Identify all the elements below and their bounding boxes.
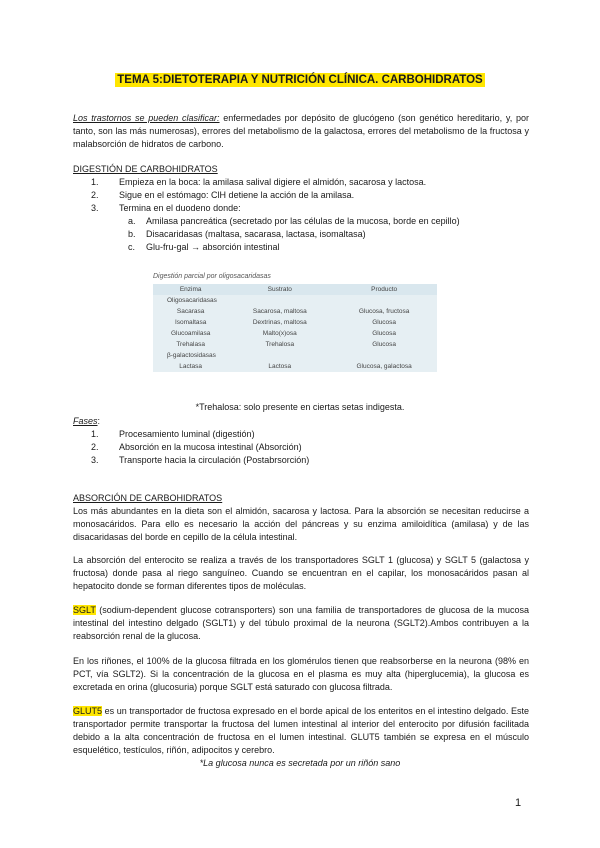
- kidney-paragraph: En los riñones, el 100% de la glucosa filtrada en los glomérulos tienen que reabsorberse en la neurona (98% en PCT, vía SGLT2). Si la concentración de la glucosa en el plasma es muy alta (hiperglucemia), la glucosa es excretada en orina (glucosuria) porque SGLT está saturado con glucosa filtrada.: [73, 656, 529, 692]
- table-row: Sacarasa Sacarosa, maltosa Glucosa, fructosa: [153, 306, 437, 317]
- list-item: 3. Termina en el duodeno donde:: [91, 203, 241, 213]
- glut5-paragraph: [73, 705, 529, 757]
- intro-label: Los trastornos se pueden clasificar:: [73, 113, 220, 123]
- glut5-text: es un transportador de fructosa expresado en el borde apical de los enteritos en el intestino delgado. Este transportador permite transportar la fructosa del lumen intestinal al interior del enterocito por difusión facilitada debido a la alta concentración de fructosa en el lumen intestinal. GLUT5 también se expresa en el músculo esquelético, testículos, riñón, adipocitos y cerebro.: [73, 706, 529, 755]
- fases-section: Fases: 1. Procesamiento luminal (digestión) 2. Absorción en la mucosa intestinal (Absorción) 3. Transporte hacia la circulación (Postabrsorción): [73, 415, 529, 467]
- trehalosa-note: *Trehalosa: solo presente en ciertas setas indigesta.: [195, 402, 405, 412]
- fases-heading: Fases: [73, 416, 98, 426]
- glut5-term: GLUT5: [73, 706, 103, 716]
- table-row: Lactasa Lactosa Glucosa, galactosa: [153, 361, 437, 372]
- list-item: a. Amilasa pancreática (secretado por las células de la mucosa, borde en cepillo): [128, 216, 460, 226]
- list-item: c. Glu-fru-gal → absorción intestinal: [128, 242, 280, 252]
- absorcion-heading: ABSORCIÓN DE CARBOHIDRATOS: [73, 493, 223, 503]
- list-item: 2. Sigue en el estómago: ClH detiene la acción de la amilasa.: [91, 190, 355, 200]
- column-header: Enzima: [179, 286, 202, 293]
- list-item: 1. Procesamiento luminal (digestión): [91, 429, 255, 439]
- table-row: Trehalasa Trehalosa Glucosa: [153, 339, 437, 350]
- digestion-section: [73, 163, 529, 254]
- table-group-row: β-galactosidasas: [153, 350, 437, 361]
- absorcion-paragraph-1: Los más abundantes en la dieta son el almidón, sacarosa y lactosa. Para la absorción se necesitan reducirse a monosacáridos. Para ello es necesario la acción del páncreas y su enzima amiloidítica (amilasa) y de las disacaridasas del borde en cepillo de la célula intestinal.: [73, 506, 529, 542]
- list-item: 1. Empieza en la boca: la amilasa salival digiere el almidón, sacarosa y lactosa.: [91, 177, 427, 187]
- figure-caption: Digestión parcial por oligosacaridasas: [153, 273, 271, 280]
- final-note: *La glucosa nunca es secretada por un riñón sano: [199, 758, 401, 768]
- oligosacaridasas-table-figure: [153, 270, 437, 398]
- table-header-row: [153, 284, 437, 295]
- digestion-heading: DIGESTIÓN DE CARBOHIDRATOS: [73, 164, 218, 174]
- sglt-term: SGLT: [73, 605, 96, 615]
- table-row: Isomaltasa Dextrinas, maltosa Glucosa: [153, 317, 437, 328]
- fases-list: [73, 428, 529, 467]
- sglt-paragraph: [73, 604, 529, 643]
- column-header: Sustrato: [267, 286, 292, 293]
- page-number: 1: [515, 797, 522, 809]
- absorcion-section: [73, 492, 529, 544]
- list-item: b. Disacaridasas (maltasa, sacarasa, lactasa, isomaltasa): [128, 229, 366, 239]
- intro-text: enfermedades por depósito de glucógeno (son genético hereditario, y, por tanto, son las más numerosas), errores del metabolismo de la galactosa, errores del metabolismo de la fructosa y malabsorción de hidratos de carbono.: [73, 113, 529, 149]
- table-row: Glucoamilasa Malto(x)osa Glucosa: [153, 328, 437, 339]
- intro-paragraph: [73, 112, 529, 151]
- absorcion-paragraph-2: La absorción del enterocito se realiza a través de los transportadores SGLT 1 (glucosa) y SGLT 5 (galactosa y fructosa) donde pasa al riego sanguíneo. Cuando se encuentran en el capilar, los monosacáridos pasan al hepatocito donde se forman diferentes tipos de moléculas.: [73, 555, 529, 591]
- table-group-row: Oligosacaridasas: [153, 295, 437, 306]
- enzyme-table: [153, 284, 437, 372]
- column-header: Producto: [371, 286, 398, 293]
- list-item: 3. Transporte hacia la circulación (Postabrsorción): [91, 455, 310, 465]
- sglt-text: (sodium-dependent glucose cotransporters) son una familia de transportadores de glucosa de la mucosa intestinal del intestino delgado (SGLT1) y del túbulo proximal de la neurona (SGLT2).Ambos contribuyen a la reabsorción renal de la glucosa.: [73, 605, 529, 641]
- digestion-list: [73, 176, 529, 215]
- page-title-wrapper: [0, 70, 600, 88]
- list-item: 2. Absorción en la mucosa intestinal (Absorción): [91, 442, 302, 452]
- digestion-sublist: [73, 215, 529, 254]
- page-title: TEMA 5:DIETOTERAPIA Y NUTRICIÓN CLÍNICA. CARBOHIDRATOS: [117, 74, 483, 86]
